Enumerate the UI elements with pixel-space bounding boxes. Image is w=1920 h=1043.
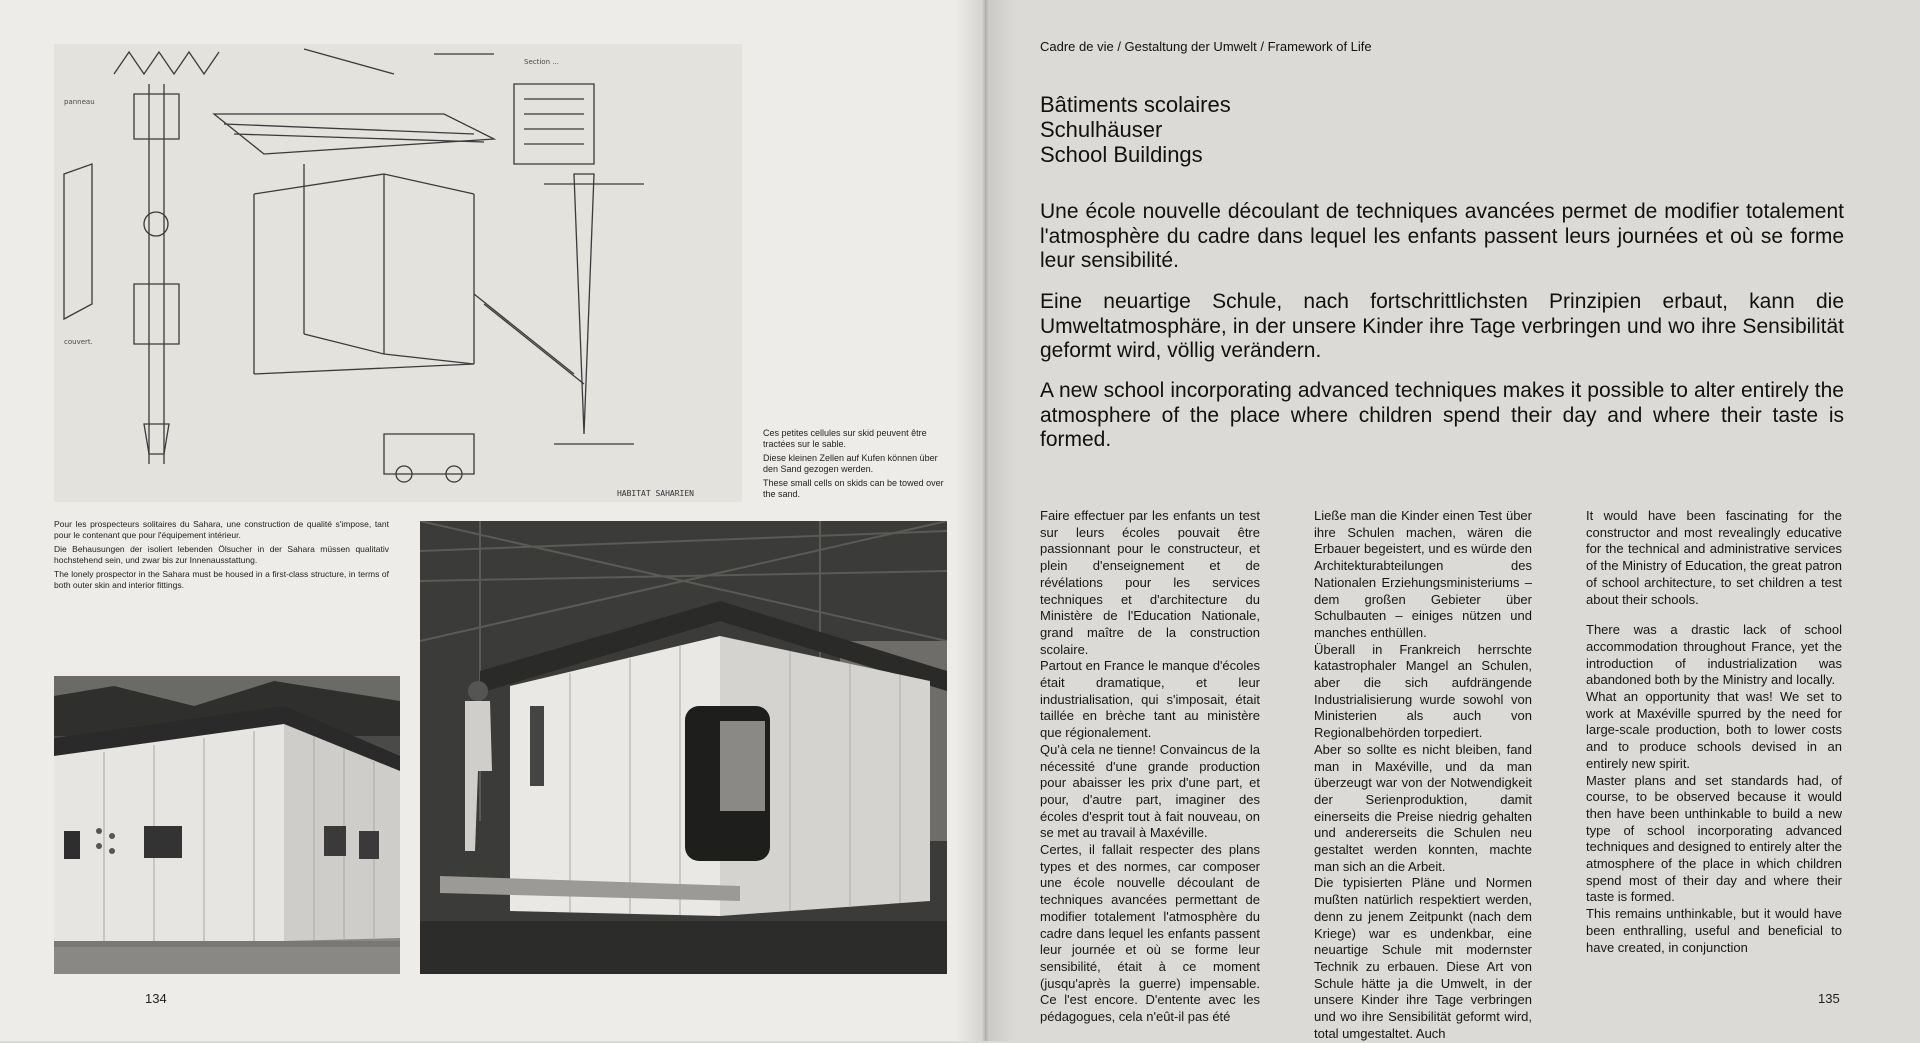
- column-fr: [1040, 508, 1260, 1026]
- caption-sahara-de: Die Behausungen der isoliert lebenden Ölsucher in der Sahara müssen qualitativ hochstehend sein, und zwar bis zur Innenausstattung.: [54, 544, 389, 565]
- caption-skids: [763, 428, 948, 503]
- column-de: [1314, 508, 1532, 1043]
- photo-prefab-hut: [54, 676, 400, 974]
- technical-drawing: [54, 44, 742, 502]
- caption-sahara-en: The lonely prospector in the Sahara must be housed in a first-class structure, in terms of both outer skin and interior fittings.: [54, 569, 389, 590]
- caption-skids-fr: Ces petites cellules sur skid peuvent être tractées sur le sable.: [763, 428, 927, 449]
- svg-text:Section ...: Section ...: [524, 58, 559, 66]
- paragraph-en-3: What an opportunity that was! We set to work at Maxéville spurred by the need for large-scale production, both to lower costs and to produce schools devised in an entirely new spirit.: [1586, 689, 1842, 771]
- paragraph-de-1: Ließe man die Kinder einen Test über ihre Schulen machen, wären die Erbauer begeistert, und es würde den Architekturabteilungen des Nationalen Erziehungsministeriums – dem großen Gebieter über Schulbauten – einiges nützen und manches enthüllen.: [1314, 508, 1532, 640]
- caption-skids-de: Diese kleinen Zellen auf Kufen können über den Sand gezogen werden.: [763, 453, 938, 474]
- intro-fr: Une école nouvelle découlant de techniques avancées permet de modifier totalement l'atmosphère du cadre dans lequel les enfants passent leurs journées et où se forme leur sensibilité.: [1040, 200, 1844, 272]
- paragraph-fr-4: Certes, il fallait respecter des plans types et des normes, car composer une école nouvelle découlant de techniques avancées permettant de modifier totalement l'atmosphère du cadre dans lequel les enfants passent leur journée et où se forme leur sensibilité, était à ce moment (jusqu'après la guerre) impensable. Ce l'est encore. D'entente avec les pédagogues, cela n'eût-il pas été: [1040, 842, 1260, 1025]
- svg-text:couvert.: couvert.: [64, 338, 93, 346]
- paragraph-de-4: Die typisierten Pläne und Normen mußten natürlich respektiert werden, denn zu jenem Zeitpunkt (nach dem Kriege) war es undenkbar, eine neuartige Schule mit modernster Technik zu erbauen. Diese Art von Schule hätte ja die Umwelt, in der unsere Kinder ihre Tage verbringen und wo ihre Sensibilität geformt wird, total umgestaltet. Auch: [1314, 875, 1532, 1041]
- paragraph-de-2: Überall in Frankreich herrschte katastrophaler Mangel an Schulen, aber die sich aufdrängende Industrialisierung wurde sowohl von Ministerien als auch von Regionalbehörden torpediert.: [1314, 641, 1532, 741]
- paragraph-fr-3: Qu'à cela ne tienne! Convaincus de la nécessité d'une grande production pour abaisser les prix d'une part, et pour, d'autre part, imaginer des écoles d'esprit tout à fait nouveau, on se met au travail à Maxéville.: [1040, 741, 1260, 841]
- paragraph-fr-1: Faire effectuer par les enfants un test sur leurs écoles pouvait être passionnant pour le constructeur, et plein d'enseignement et de révélations pour les services techniques et d'architecture du Ministère de l'Education Nationale, grand maître de la construction scolaire.: [1040, 508, 1260, 657]
- photo-workshop: [420, 521, 947, 974]
- intro-de: Eine neuartige Schule, nach fortschrittlichsten Prinzipien erbaut, kann die Umweltatmosphäre, in der unsere Kinder ihre Tage verbringen und wo ihre Sensibilität geformt wird, völlig verändern.: [1040, 290, 1844, 362]
- intro-en: A new school incorporating advanced techniques makes it possible to alter entirely the atmosphere of the place where children spend their day and where their taste is formed.: [1040, 379, 1844, 451]
- title-fr: Bâtiments scolaires: [1040, 92, 1231, 117]
- caption-sahara-fr: Pour les prospecteurs solitaires du Sahara, une construction de qualité s'impose, tant pour le contenant que pour l'équipement intérieur.: [54, 519, 389, 540]
- caption-skids-en: These small cells on skids can be towed over the sand.: [763, 478, 944, 499]
- paragraph-en-2: There was a drastic lack of school accommodation throughout France, yet the introduction of industrialization was abandoned both by the Ministry and locally.: [1586, 622, 1842, 688]
- title-de: Schulhäuser: [1040, 117, 1163, 142]
- paragraph-fr-2: Partout en France le manque d'écoles était dramatique, et leur industrialisation, qui s'imposait, était taillée en brèche tant au ministère que régionalement.: [1040, 658, 1260, 741]
- page-number-right: 135: [1818, 991, 1840, 1006]
- drawing-label: HABITAT SAHARIEN: [616, 489, 694, 498]
- paragraph-de-3: Aber so sollte es nicht bleiben, fand man in Maxéville, und da man überzeugt war von der Notwendigkeit der Serienproduktion, damit einerseits die Preise niedrig gehalten und andererseits die Schulen neu gestaltet werden konnten, machte man sich an die Arbeit.: [1314, 741, 1532, 874]
- caption-sahara: [54, 519, 389, 594]
- paragraph-en-4: Master plans and set standards had, of course, to be observed because it would then have been unthinkable to build a new type of school incorporating advanced techniques and designed to entirely alter the atmosphere of the place in which children spend most of their day and where their taste is formed.: [1586, 772, 1842, 905]
- page-number-left: 134: [145, 991, 167, 1006]
- kicker: Cadre de vie / Gestaltung der Umwelt / Framework of Life: [1040, 39, 1372, 54]
- title-en: School Buildings: [1040, 142, 1203, 167]
- page-titles: [1040, 92, 1231, 167]
- svg-text:panneau: panneau: [64, 98, 95, 106]
- column-en: [1586, 508, 1842, 956]
- paragraph-en-5: This remains unthinkable, but it would have been enthralling, useful and beneficial to have created, in conjunction: [1586, 906, 1842, 955]
- paragraph-en-1: It would have been fascinating for the constructor and most revealingly educative for the technical and administrative services of the Ministry of Education, the great patron of school architecture, to set children a test about their schools.: [1586, 508, 1842, 607]
